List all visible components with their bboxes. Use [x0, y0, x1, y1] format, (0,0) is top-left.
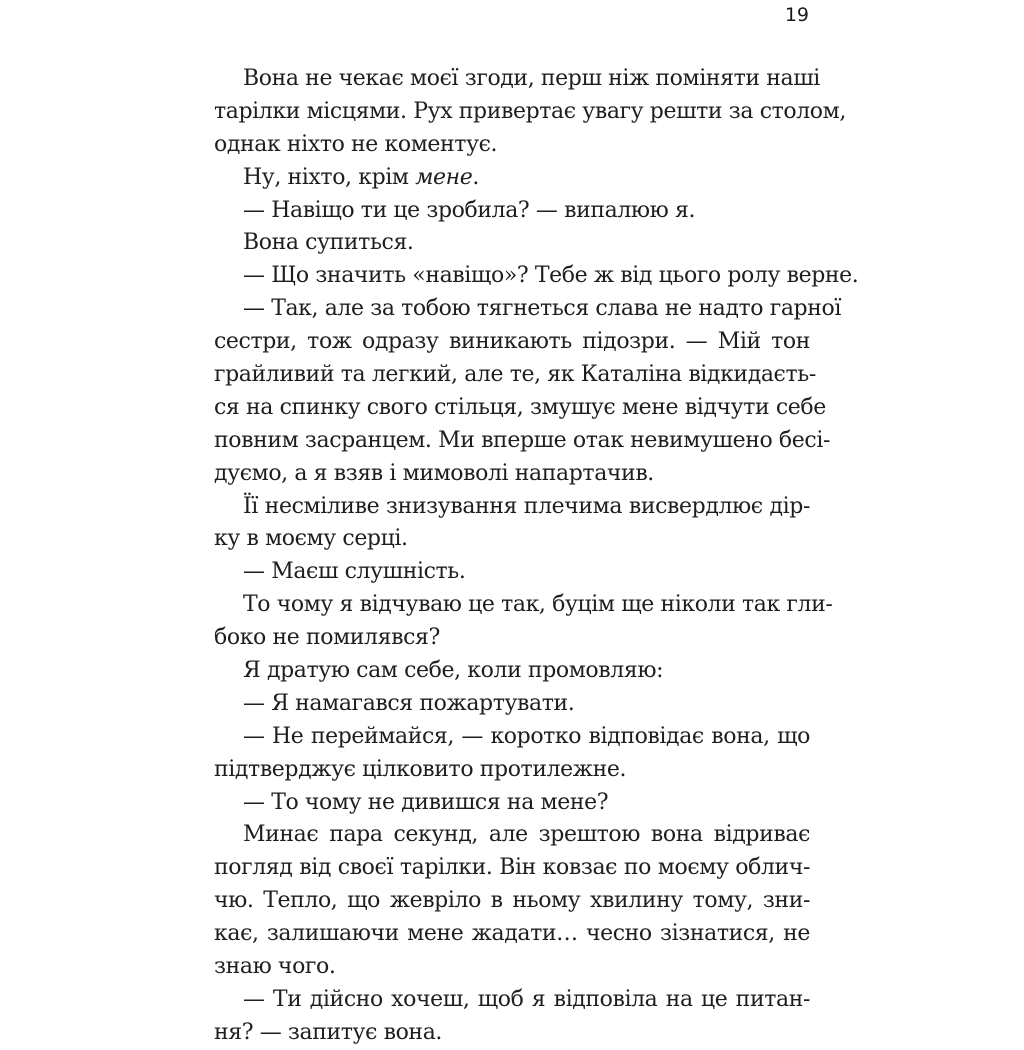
text-line: сестри, тож одразу виникають підозри. — Мій тон: [214, 329, 810, 355]
text-span: Ну, ніхто, крім: [243, 164, 416, 190]
text-line: тарілки місцями. Рух привертає увагу решти за столом,: [214, 98, 846, 124]
text-line: повним засранцем. Ми вперше отак невимушено бесі-: [214, 427, 830, 453]
text-line: ся на спинку свого стільця, змушує мене відчути себе: [214, 394, 826, 420]
text-line: — Маєш слушність.: [243, 559, 466, 585]
emphasis-text: мене: [415, 164, 473, 190]
text-line: дуємо, а я взяв і мимоволі напартачив.: [214, 460, 654, 486]
text-line: однак ніхто не коментує.: [214, 131, 498, 157]
body-text: [214, 63, 859, 1050]
text-span: .: [472, 164, 479, 190]
page-number: 19: [784, 4, 809, 26]
text-line: — Навіщо ти це зробила? — випалюю я.: [243, 197, 696, 223]
text-line: То чому я відчуваю це так, буцім ще ніколи так гли-: [243, 592, 833, 618]
text-line: — Що значить «навіщо»? Тебе ж від цього ролу верне.: [243, 263, 859, 289]
text-line: боко не помилявся?: [214, 625, 440, 651]
text-line: Вона супиться.: [243, 230, 414, 256]
text-line: грайливий та легкий, але те, як Каталіна відкидаєть-: [214, 362, 816, 388]
text-line: кає, залишаючи мене жадати… чесно зізнатися, не: [214, 921, 810, 947]
text-line: знаю чого.: [214, 954, 336, 980]
text-line: Минає пара секунд, але зрештою вона відриває: [243, 822, 810, 848]
text-line: — Ти дійсно хочеш, щоб я відповіла на це питан-: [243, 986, 810, 1012]
text-line: ня? — запитує вона.: [214, 1019, 442, 1045]
text-line: ку в моєму серці.: [214, 526, 408, 552]
text-line: підтверджує цілковито протилежне.: [214, 756, 627, 782]
text-line: — Не переймайся, — коротко відповідає вона, що: [243, 723, 810, 749]
text-line: Вона не чекає моєї згоди, перш ніж поміняти наші: [243, 66, 820, 91]
text-line: Її несміливе знизування плечима висвердлює дір-: [243, 493, 810, 519]
text-line: [214, 162, 810, 195]
text-line: — Я намагався пожартувати.: [243, 690, 575, 716]
text-line: чю. Тепло, що жевріло в ньому хвилину тому, зни-: [214, 888, 810, 914]
text-line: — То чому не дивишся на мене?: [243, 789, 609, 815]
text-line: погляд від своєї тарілки. Він ковзає по моєму облич-: [214, 855, 810, 881]
text-line: — Так, але за тобою тягнеться слава не надто гарної: [243, 296, 841, 322]
text-line: Я дратую сам себе, коли промовляю:: [243, 658, 664, 684]
